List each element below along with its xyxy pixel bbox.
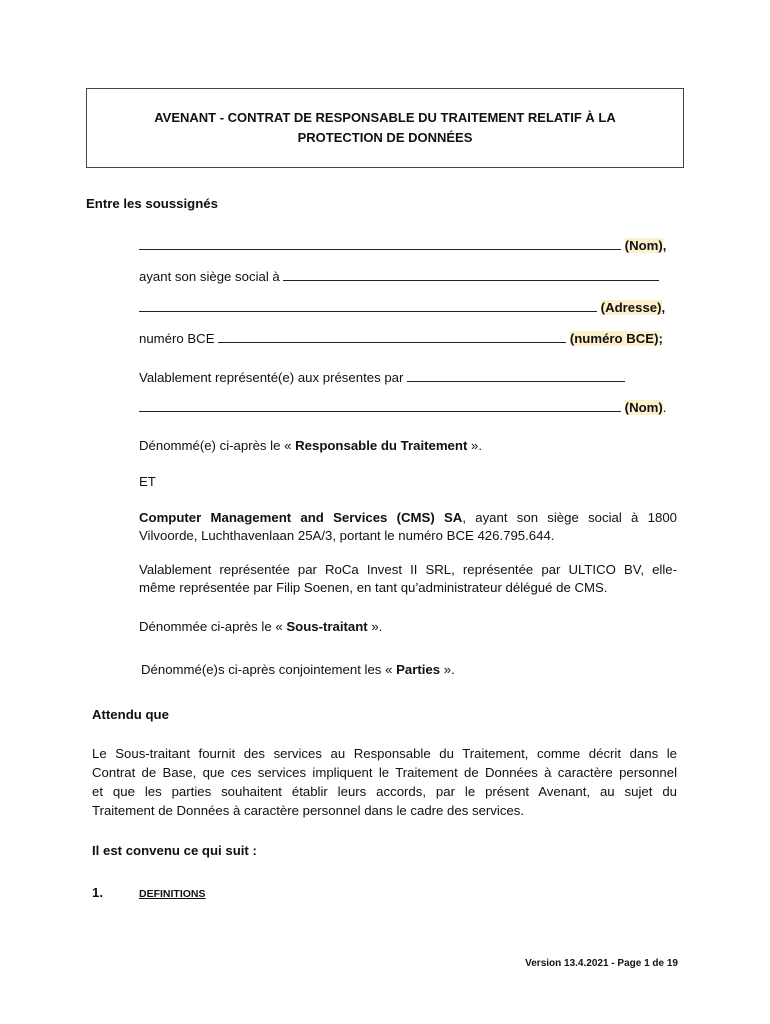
attendu-line-3: et que les parties souhaitent établir leurs accords, par le présent Avenant, au sujet du xyxy=(92,784,677,799)
party2-line2: Vilvoorde, Luchthavenlaan 25A/3, portant le numéro BCE 426.795.644. xyxy=(139,528,555,543)
page-footer: Version 13.4.2021 - Page 1 de 19 xyxy=(525,958,678,969)
representative-blank-line[interactable] xyxy=(407,368,625,382)
attendu-line-4: Traitement de Données à caractère personnel dans le cadre des services. xyxy=(92,803,524,818)
party2-rep-line1: Valablement représentée par RoCa Invest II SRL, représentée par ULTICO BV, elle- xyxy=(139,562,677,577)
cms-bce-number: 426.795.644 xyxy=(477,528,551,543)
party1-siege-row xyxy=(139,267,659,286)
document-title-box xyxy=(86,88,684,168)
party1-name-row: (Nom), xyxy=(139,236,666,255)
attendu-line-2: Contrat de Base, que ces services impliquent le Traitement de Données à caractère personnel xyxy=(92,765,677,780)
party2-line1: Computer Management and Services (CMS) SA, ayant son siège social à 1800 xyxy=(139,510,677,525)
entre-heading: Entre les soussignés xyxy=(86,196,218,211)
nom-label: (Nom) xyxy=(624,238,663,253)
party1-denomme: Dénommé(e) ci-après le « Responsable du Traitement ». xyxy=(139,438,483,453)
party2-rep-line2: même représentée par Filip Soenen, en tant qu’administrateur délégué de CMS. xyxy=(139,580,608,595)
siege-blank-line[interactable] xyxy=(283,267,659,281)
siege-label: ayant son siège social à xyxy=(139,269,280,284)
attendu-heading: Attendu que xyxy=(92,707,169,722)
et-separator: ET xyxy=(139,474,156,489)
party2-denomme: Dénommée ci-après le « Sous-traitant ». xyxy=(139,619,383,634)
bce-blank-line[interactable] xyxy=(218,329,566,343)
party1-representative-row xyxy=(139,368,625,387)
nom2-label: (Nom) xyxy=(624,400,663,415)
title-line-2: PROTECTION DE DONNÉES xyxy=(297,130,473,145)
section-1-title: DEFINITIONS xyxy=(139,888,206,900)
convenu-heading: Il est convenu ce qui suit : xyxy=(92,843,257,858)
parties-denomme: Dénommé(e)s ci-après conjointement les « Parties ». xyxy=(141,662,455,677)
responsable-term: Responsable du Traitement xyxy=(295,438,468,453)
represente-label: Valablement représenté(e) aux présentes par xyxy=(139,370,404,385)
company-name: Computer Management and Services (CMS) SA xyxy=(139,510,463,525)
bce-label: (numéro BCE) xyxy=(569,331,659,346)
bce-prefix: numéro BCE xyxy=(139,331,215,346)
name-blank-line[interactable] xyxy=(139,236,621,250)
party1-bce-row: numéro BCE (numéro BCE); xyxy=(139,331,663,346)
attendu-line-1: Le Sous-traitant fournit des services au Responsable du Traitement, comme décrit dans le xyxy=(92,746,677,761)
sous-traitant-term: Sous-traitant xyxy=(286,619,368,634)
adresse-label: (Adresse) xyxy=(600,300,662,315)
title-line-1: AVENANT - CONTRAT DE RESPONSABLE DU TRAITEMENT RELATIF À LA xyxy=(154,110,616,125)
section-1-number: 1. xyxy=(92,885,103,900)
party1-address-row: (Adresse), xyxy=(139,298,665,317)
party1-name2-row: (Nom). xyxy=(139,398,666,417)
parties-term: Parties xyxy=(396,662,441,677)
address-blank-line[interactable] xyxy=(139,298,597,312)
name2-blank-line[interactable] xyxy=(139,398,621,412)
